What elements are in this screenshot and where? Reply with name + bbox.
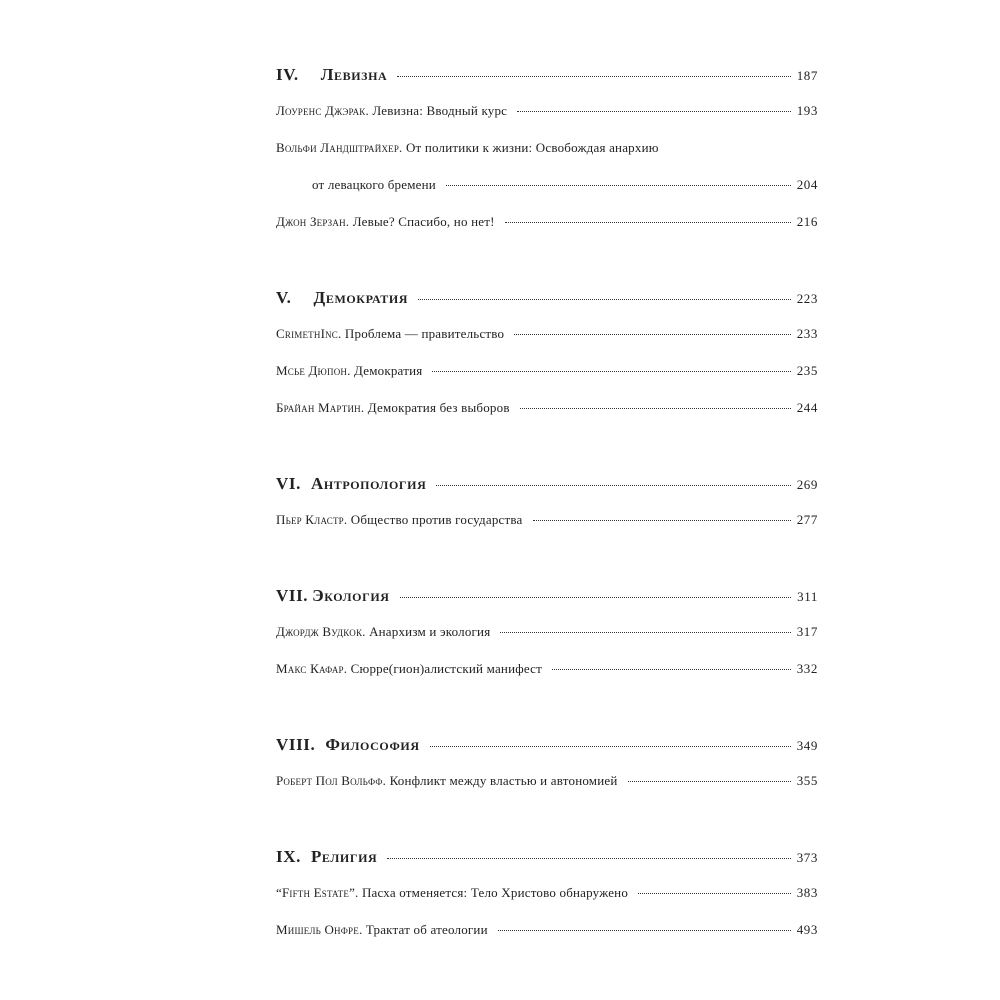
dot-leader xyxy=(517,111,791,112)
entry-title: Конфликт между властью и автономией xyxy=(389,773,618,788)
page-number: 383 xyxy=(796,885,818,900)
page-number: 204 xyxy=(796,177,818,192)
page-number: 233 xyxy=(796,326,818,341)
entry-title: Левизна: Вводный курс xyxy=(372,103,508,118)
dot-leader xyxy=(520,408,791,409)
part-numeral: VI. xyxy=(276,474,301,493)
part-title: Демократия xyxy=(313,288,409,307)
entry-author: Лоуренс Джэрак xyxy=(276,103,366,118)
dot-leader xyxy=(436,485,790,486)
entry-author: Роберт Пол Вольфф xyxy=(276,773,383,788)
entry-author: CrimethInc xyxy=(276,326,338,341)
dot-leader xyxy=(446,185,791,186)
page-number: 349 xyxy=(796,738,818,753)
part-numeral: IX. xyxy=(276,847,301,866)
dot-leader xyxy=(430,746,791,747)
toc-entry: Брайан Мартин. Демократия без выборов 244 xyxy=(276,389,818,426)
dot-leader xyxy=(500,632,790,633)
dot-leader xyxy=(432,371,790,372)
part-numeral: V. xyxy=(276,288,292,307)
entry-title: Демократия xyxy=(354,363,423,378)
entry-title: Трактат об атеологии xyxy=(365,922,488,937)
toc-section-ix xyxy=(276,840,818,948)
entry-title: Анархизм и экология xyxy=(369,624,491,639)
dot-leader xyxy=(638,893,791,894)
dot-leader xyxy=(387,858,790,859)
entry-author: “Fifth Estate” xyxy=(276,885,356,900)
entry-title: Демократия без выборов xyxy=(367,400,510,415)
entry-author: Джон Зерзан xyxy=(276,214,346,229)
toc-part-heading xyxy=(276,579,818,613)
page-number: 216 xyxy=(796,214,818,229)
dot-leader xyxy=(514,334,790,335)
entry-title: Проблема — правительство xyxy=(344,326,505,341)
entry-title: Пасха отменяется: Тело Христово обнаружено xyxy=(361,885,629,900)
page-number: 269 xyxy=(796,477,818,492)
entry-title: Сюрре(гион)алистский манифест xyxy=(350,661,542,676)
toc-entry: Пьер Кластр. Общество против государства 277 xyxy=(276,501,818,538)
dot-leader xyxy=(552,669,791,670)
part-title: Религия xyxy=(310,847,378,866)
entry-author: Мишель Онфре xyxy=(276,922,359,937)
part-title: Левизна xyxy=(320,65,388,84)
entry-author: Мсье Дюпон xyxy=(276,363,348,378)
entry-author: Вольфи Ландштрайхер xyxy=(276,140,400,155)
entry-author: Пьер Кластр xyxy=(276,512,344,527)
page-number: 235 xyxy=(796,363,818,378)
entry-author: Макс Кафар xyxy=(276,661,344,676)
page-number: 311 xyxy=(797,589,818,604)
entry-title: От политики к жизни: Освобождая анархию xyxy=(405,140,659,155)
part-numeral: IV. xyxy=(276,65,299,84)
page-number: 317 xyxy=(796,624,818,639)
toc-entry: Джордж Вудкок. Анархизм и экология 317 xyxy=(276,613,818,650)
part-numeral: VII. xyxy=(276,586,309,605)
part-title: Экология xyxy=(312,586,390,605)
entry-title-continuation: от левацкого бремени xyxy=(312,177,436,192)
page-number: 193 xyxy=(796,103,818,118)
toc-entry: Лоуренс Джэрак. Левизна: Вводный курс 193 xyxy=(276,92,818,129)
toc-entry: CrimethInc. Проблема — правительство 233 xyxy=(276,315,818,352)
toc-entry: Макс Кафар. Сюрре(гион)алистский манифест 332 xyxy=(276,650,818,687)
page-number: 223 xyxy=(796,291,818,306)
dot-leader xyxy=(397,76,790,77)
page-number: 277 xyxy=(796,512,818,527)
page-number: 355 xyxy=(796,773,818,788)
page-number: 493 xyxy=(796,922,818,937)
part-title: Философия xyxy=(325,735,420,754)
page-number: 332 xyxy=(796,661,818,676)
toc-part-heading xyxy=(276,840,818,874)
toc-entry: Джон Зерзан. Левые? Спасибо, но нет! 216 xyxy=(276,203,818,240)
page-number: 244 xyxy=(796,400,818,415)
toc-section-iv xyxy=(276,58,818,240)
toc-entry-continuation xyxy=(276,166,818,203)
part-numeral: VIII. xyxy=(276,735,316,754)
part-title: Антропология xyxy=(310,474,427,493)
toc-part-heading xyxy=(276,467,818,501)
toc-entry: Мишель Онфре. Трактат об атеологии 493 xyxy=(276,911,818,948)
toc-entry: Роберт Пол Вольфф. Конфликт между властью и автономией 355 xyxy=(276,762,818,799)
dot-leader xyxy=(498,930,791,931)
toc-entry: Вольфи Ландштрайхер. От политики к жизни: Освобождая анархию xyxy=(276,140,659,155)
dot-leader xyxy=(533,520,791,521)
dot-leader xyxy=(400,597,792,598)
dot-leader xyxy=(505,222,791,223)
toc-part-heading xyxy=(276,58,818,92)
entry-title: Общество против государства xyxy=(350,512,523,527)
toc-section-viii xyxy=(276,728,818,799)
toc-section-vi xyxy=(276,467,818,538)
dot-leader xyxy=(628,781,791,782)
entry-title: Левые? Спасибо, но нет! xyxy=(352,214,495,229)
toc-part-heading xyxy=(276,728,818,762)
toc-entry: “Fifth Estate”. Пасха отменяется: Тело Христово обнаружено 383 xyxy=(276,874,818,911)
table-of-contents xyxy=(276,58,818,948)
dot-leader xyxy=(418,299,791,300)
toc-entry: Мсье Дюпон. Демократия 235 xyxy=(276,352,818,389)
toc-section-vii xyxy=(276,579,818,687)
page-number: 373 xyxy=(796,850,818,865)
entry-author: Брайан Мартин xyxy=(276,400,361,415)
page-number: 187 xyxy=(796,68,818,83)
toc-part-heading xyxy=(276,281,818,315)
toc-section-v xyxy=(276,281,818,426)
entry-author: Джордж Вудкок xyxy=(276,624,363,639)
